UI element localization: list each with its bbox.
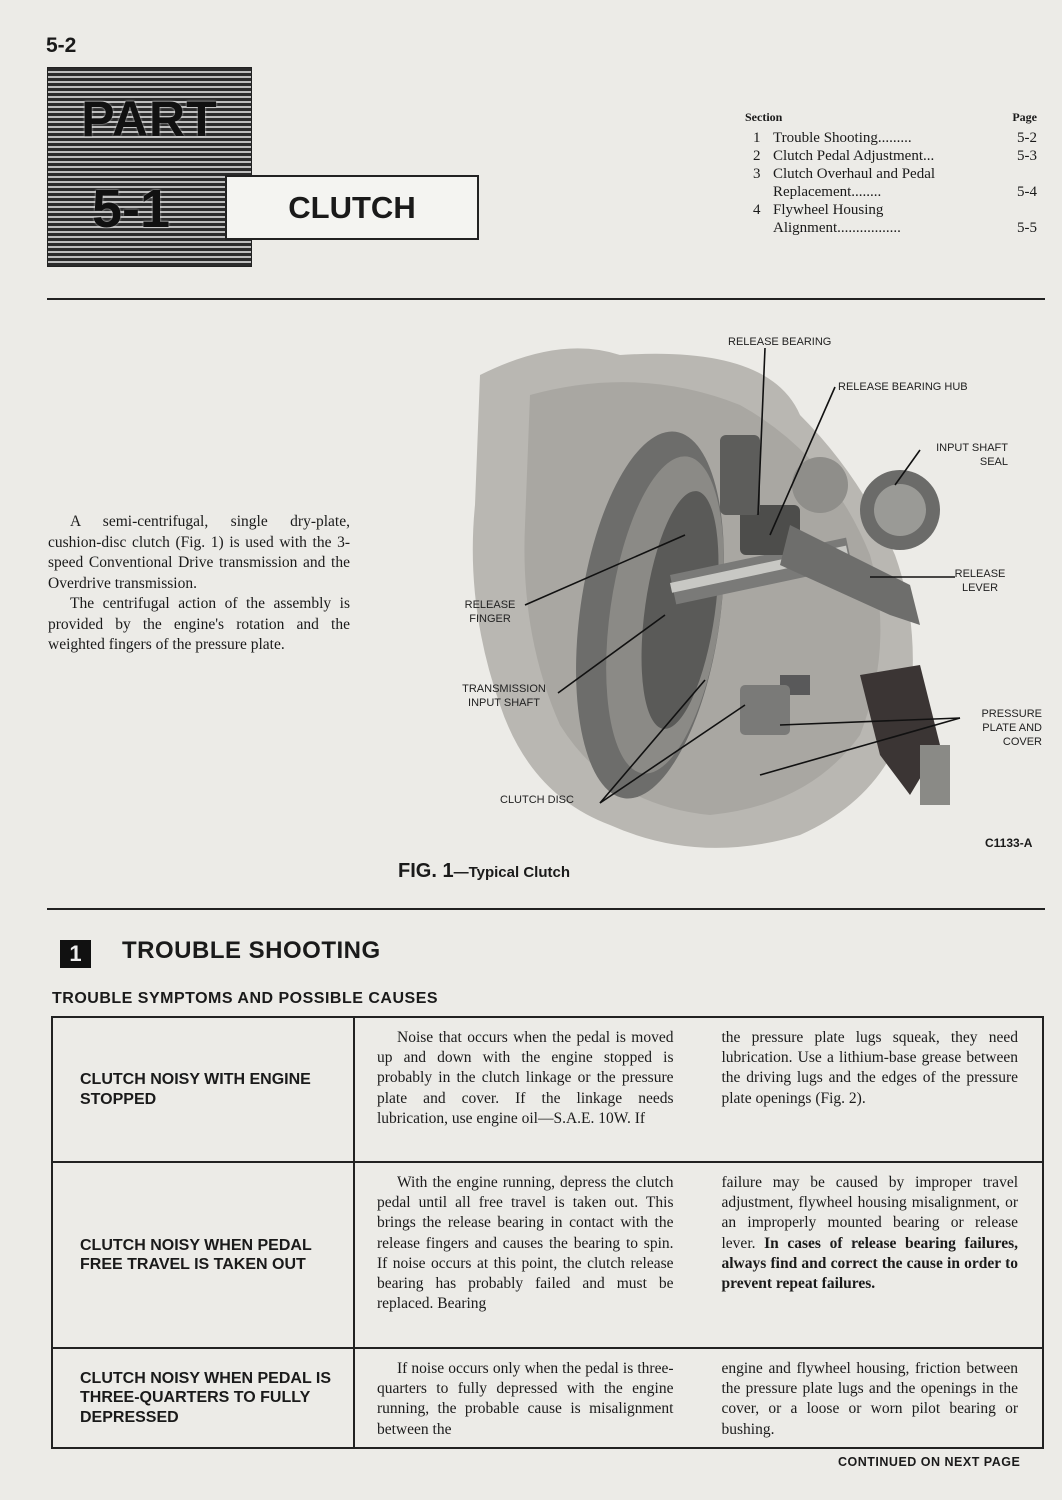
intro-paragraph: The centrifugal action of the assembly is provided by the engine's rotation and the weighted fingers of the pressure plate. — [48, 595, 350, 653]
toc-item-number: 3 — [753, 166, 761, 182]
toc-section-label: Section — [745, 110, 783, 124]
toc-item — [745, 165, 1037, 201]
toc-item-page: 5-4 — [1017, 184, 1037, 200]
trouble-table — [51, 1016, 1044, 1449]
section-number-icon: 1 — [60, 940, 91, 968]
cause-text: With the engine running, depress the clutch pedal until all free travel is taken out. This brings the release bearing in contact with the release fingers and causes the bearing to spin. If noise occurs at this point, the clutch release bearing has probably failed and must be replaced. Bearing — [377, 1174, 674, 1313]
toc-item-title: Trouble Shooting......... — [773, 130, 912, 146]
figure-caption: FIG. 1—Typical Clutch — [398, 860, 570, 882]
table-row — [52, 1162, 1043, 1348]
subsection-title: TROUBLE SYMPTOMS AND POSSIBLE CAUSES — [52, 990, 439, 1007]
title-box — [225, 175, 479, 240]
cause-text: the pressure plate lugs squeak, they need lubrication. Use a lithium-base grease between the driving lugs and the edges of the pressure plate openings (Fig. 2). — [721, 1029, 1018, 1107]
label-release-finger: RELEASE FINGER — [464, 599, 516, 625]
intro-text — [48, 512, 350, 656]
toc-item-title: Clutch Overhaul and Pedal Replacement........ — [773, 166, 936, 200]
label-release-bearing: RELEASE BEARING — [728, 336, 832, 348]
cause-cell — [354, 1017, 1043, 1162]
toc-item-page: 5-2 — [1017, 130, 1037, 146]
label-transmission-input-shaft: TRANSMISSION INPUT SHAFT — [462, 683, 546, 709]
label-input-shaft-seal: INPUT SHAFT SEAL — [936, 442, 1008, 468]
toc-item-number: 4 — [753, 202, 761, 218]
part-block — [47, 67, 252, 267]
cause-text: failure may be caused by improper travel adjustment, flywheel housing misalignment, or an improperly mounted bearing or release lever. In cases of release bearing failures, always find and correct the cause in order to prevent repeat failures. — [721, 1174, 1018, 1293]
table-row — [52, 1017, 1043, 1162]
intro-paragraph: A semi-centrifugal, single dry-plate, cushion-disc clutch (Fig. 1) is used with the 3-speed Conventional Drive transmission and the Overdrive transmission. — [48, 513, 350, 592]
toc-item-number: 1 — [753, 130, 761, 146]
continued-note: CONTINUED ON NEXT PAGE — [838, 1455, 1021, 1469]
table-row — [52, 1348, 1043, 1448]
toc-item — [745, 129, 1037, 147]
toc-item-page: 5-5 — [1017, 220, 1037, 236]
toc-item-title: Clutch Pedal Adjustment... — [773, 148, 935, 164]
toc-item-number: 2 — [753, 148, 761, 164]
cause-text: If noise occurs only when the pedal is three-quarters to fully depressed with the engine running, the probable cause is misalignment between the — [377, 1360, 674, 1438]
toc-item-title: Flywheel Housing Alignment................. — [773, 202, 901, 236]
label-release-lever: RELEASE LEVER — [954, 568, 1006, 594]
divider — [47, 908, 1045, 910]
symptom-cell: CLUTCH NOISY WHEN PEDAL FREE TRAVEL IS TAKEN OUT — [52, 1162, 354, 1348]
label-clutch-disc: CLUTCH DISC — [500, 794, 574, 806]
clutch-illustration — [440, 325, 1060, 865]
part-word: PART — [81, 91, 218, 147]
toc-item-page: 5-3 — [1017, 148, 1037, 164]
table-of-contents — [745, 110, 1037, 237]
cause-text: Noise that occurs when the pedal is moved up and down with the engine stopped is probably in the clutch linkage or the pressure plate and cover. If the linkage needs lubrication, use engine oil—S.A.E. 10W. If — [377, 1029, 674, 1127]
cause-cell — [354, 1162, 1043, 1348]
label-pressure-plate-and-cover: PRESSURE PLATE AND COVER — [981, 708, 1042, 748]
cause-cell — [354, 1348, 1043, 1448]
page-title: CLUTCH — [288, 190, 416, 225]
cause-text: engine and flywheel housing, friction between the pressure plate lugs and the openings in the cover, or a loose or worn pilot bearing or bushing. — [721, 1360, 1018, 1438]
section-title: TROUBLE SHOOTING — [122, 937, 381, 964]
page-number: 5-2 — [46, 34, 77, 57]
part-number: 5-1 — [92, 179, 171, 239]
toc-item — [745, 147, 1037, 165]
toc-item — [745, 201, 1037, 237]
divider — [47, 298, 1045, 300]
figure-code: C1133-A — [985, 836, 1033, 850]
symptom-cell: CLUTCH NOISY WITH ENGINE STOPPED — [52, 1017, 354, 1162]
clutch-figure — [440, 325, 1060, 865]
toc-page-label: Page — [1012, 110, 1037, 124]
label-release-bearing-hub: RELEASE BEARING HUB — [838, 381, 968, 393]
symptom-cell: CLUTCH NOISY WHEN PEDAL IS THREE-QUARTERS TO FULLY DEPRESSED — [52, 1348, 354, 1448]
